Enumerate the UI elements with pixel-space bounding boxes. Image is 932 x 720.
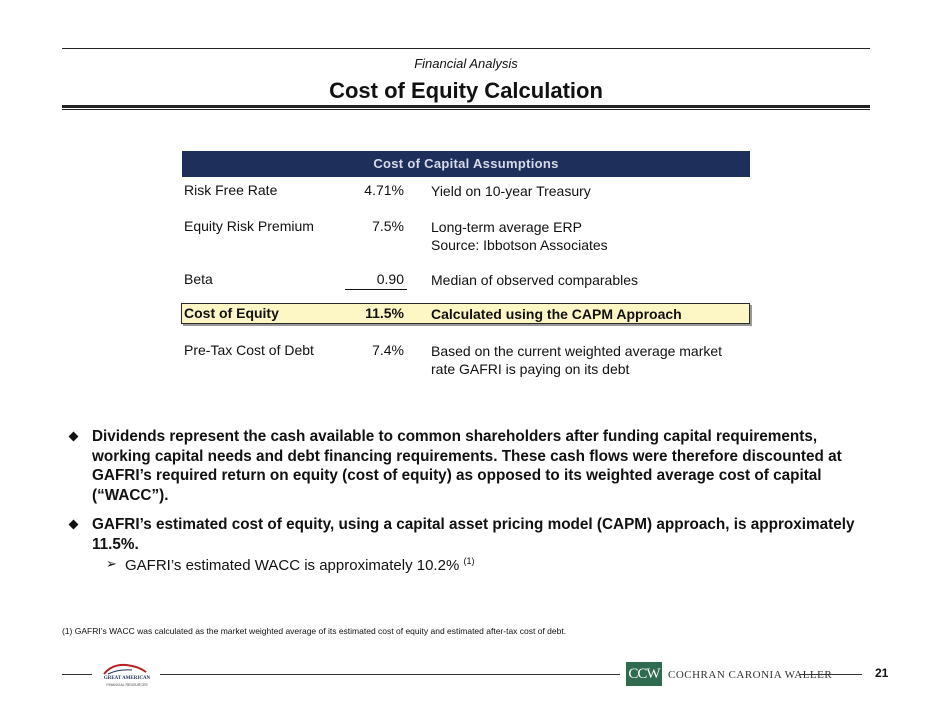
row-note: Long-term average ERP Source: Ibbotson Associates bbox=[431, 219, 608, 253]
row-value: 0.90 bbox=[376, 271, 404, 287]
bullet-list bbox=[66, 427, 866, 564]
page-title: Cost of Equity Calculation bbox=[329, 78, 603, 103]
page-number: 21 bbox=[875, 666, 889, 680]
footer-rule bbox=[62, 674, 92, 675]
row-label: Equity Risk Premium bbox=[184, 218, 314, 234]
great-american-logo: GREAT AMERICAN FINANCIAL RESOURCES bbox=[98, 660, 156, 688]
footer-rule bbox=[160, 674, 620, 675]
row-value: 4.71% bbox=[364, 182, 404, 198]
assumptions-header: Cost of Capital Assumptions bbox=[182, 151, 750, 177]
row-value: 11.5% bbox=[365, 305, 404, 321]
car-swoosh-icon bbox=[102, 662, 148, 676]
ccw-logo: CCW bbox=[626, 662, 662, 686]
row-label: Cost of Equity bbox=[184, 305, 279, 321]
bullet-cost-of-equity: GAFRI’s estimated cost of equity, using a capital asset pricing model (CAPM) approach, is approximately 11.5%. bbox=[66, 515, 866, 554]
row-label: Beta bbox=[184, 271, 213, 287]
row-value: 7.5% bbox=[372, 218, 404, 234]
row-value: 7.4% bbox=[372, 342, 404, 358]
footnote-ref: (1) bbox=[463, 556, 475, 566]
firm-name: COCHRAN CARONIA WALLER bbox=[668, 669, 833, 681]
diamond-bullet-icon bbox=[69, 432, 79, 442]
row-note: Based on the current weighted average market rate GAFRI is paying on its debt bbox=[431, 343, 723, 377]
row-note: Yield on 10-year Treasury bbox=[431, 183, 591, 199]
row-label: Risk Free Rate bbox=[184, 182, 278, 198]
diamond-bullet-icon bbox=[69, 520, 79, 530]
row-note: Calculated using the CAPM Approach bbox=[431, 306, 682, 322]
bullet-dividends: Dividends represent the cash available to common shareholders after funding capital requirements, working capital needs and debt financing requirements. These cash flows were therefore discounted at GAFRI’s required return on equity (cost of equity) as opposed to its weighted average cost of capital (“WACC”). bbox=[66, 427, 866, 505]
row-note: Median of observed comparables bbox=[431, 272, 639, 288]
title-rule bbox=[62, 105, 870, 108]
title-rule-thin bbox=[62, 109, 870, 110]
page-subtitle: Financial Analysis bbox=[414, 56, 518, 71]
arrow-bullet-icon: ➢ bbox=[106, 556, 117, 571]
footnote: (1) GAFRI’s WACC was calculated as the market weighted average of its estimated cost of equity and estimated after-tax cost of debt. bbox=[62, 626, 567, 636]
top-rule bbox=[62, 48, 870, 49]
row-label: Pre-Tax Cost of Debt bbox=[184, 342, 314, 358]
beta-underline bbox=[345, 289, 407, 290]
